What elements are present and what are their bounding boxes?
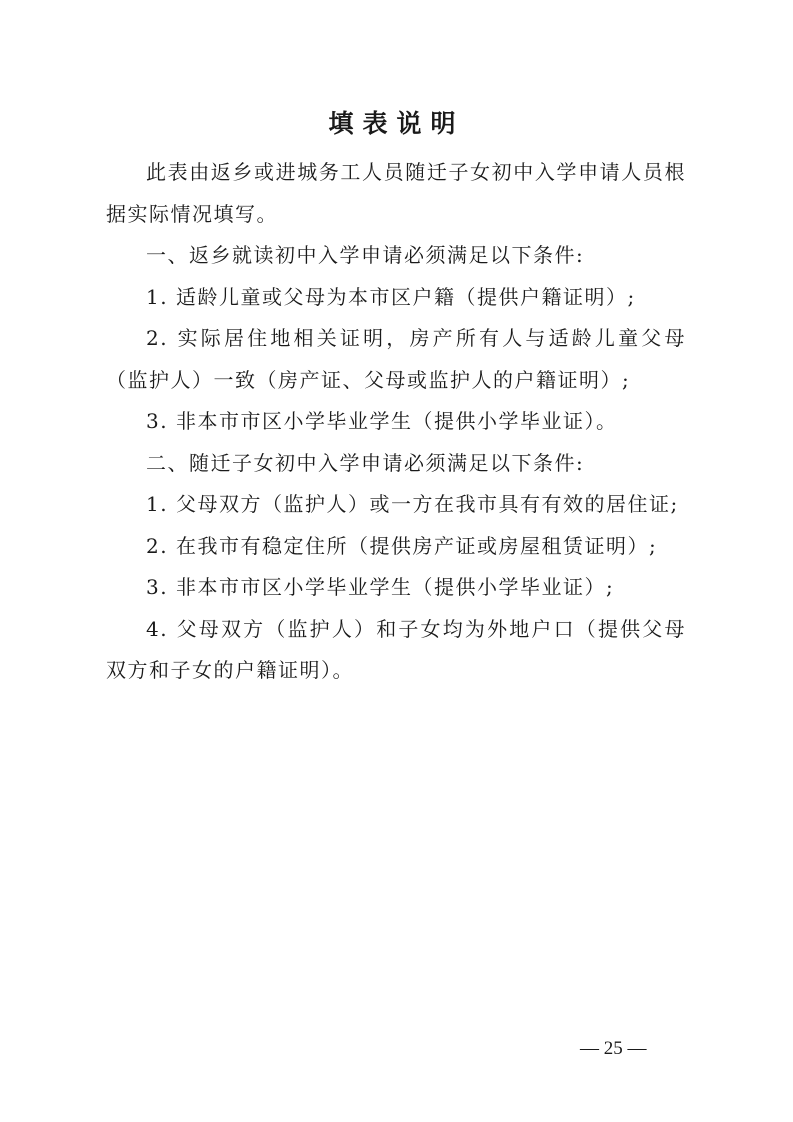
intro-paragraph: 此表由返乡或进城务工人员随迁子女初中入学申请人员根据实际情况填写。	[106, 160, 686, 226]
document-title: 填表说明	[328, 109, 465, 138]
condition-item: 3. 非本市市区小学毕业学生（提供小学毕业证）。	[146, 409, 618, 433]
page-number: — 25 —	[580, 1038, 647, 1059]
condition-item: 4. 父母双方（监护人）和子女均为外地户口（提供父母双方和子女的户籍证明）。	[106, 616, 686, 682]
condition-item: 1. 父母双方（监护人）或一方在我市具有有效的居住证;	[146, 492, 679, 516]
document-body	[106, 152, 686, 692]
condition-item: 2. 实际居住地相关证明，房产所有人与适龄儿童父母（监护人）一致（房产证、父母或监护人的户籍证明）;	[106, 326, 686, 392]
condition-item: 3. 非本市市区小学毕业学生（提供小学毕业证）;	[146, 575, 615, 599]
condition-item: 2. 在我市有稳定住所（提供房产证或房屋租赁证明）;	[146, 533, 658, 558]
condition-item: 1. 适龄儿童或父母为本市区户籍（提供户籍证明）;	[146, 284, 636, 309]
section-heading-return-home: 一、返乡就读初中入学申请必须满足以下条件:	[146, 243, 585, 267]
section-heading-migrant-children: 二、随迁子女初中入学申请必须满足以下条件:	[146, 450, 585, 475]
